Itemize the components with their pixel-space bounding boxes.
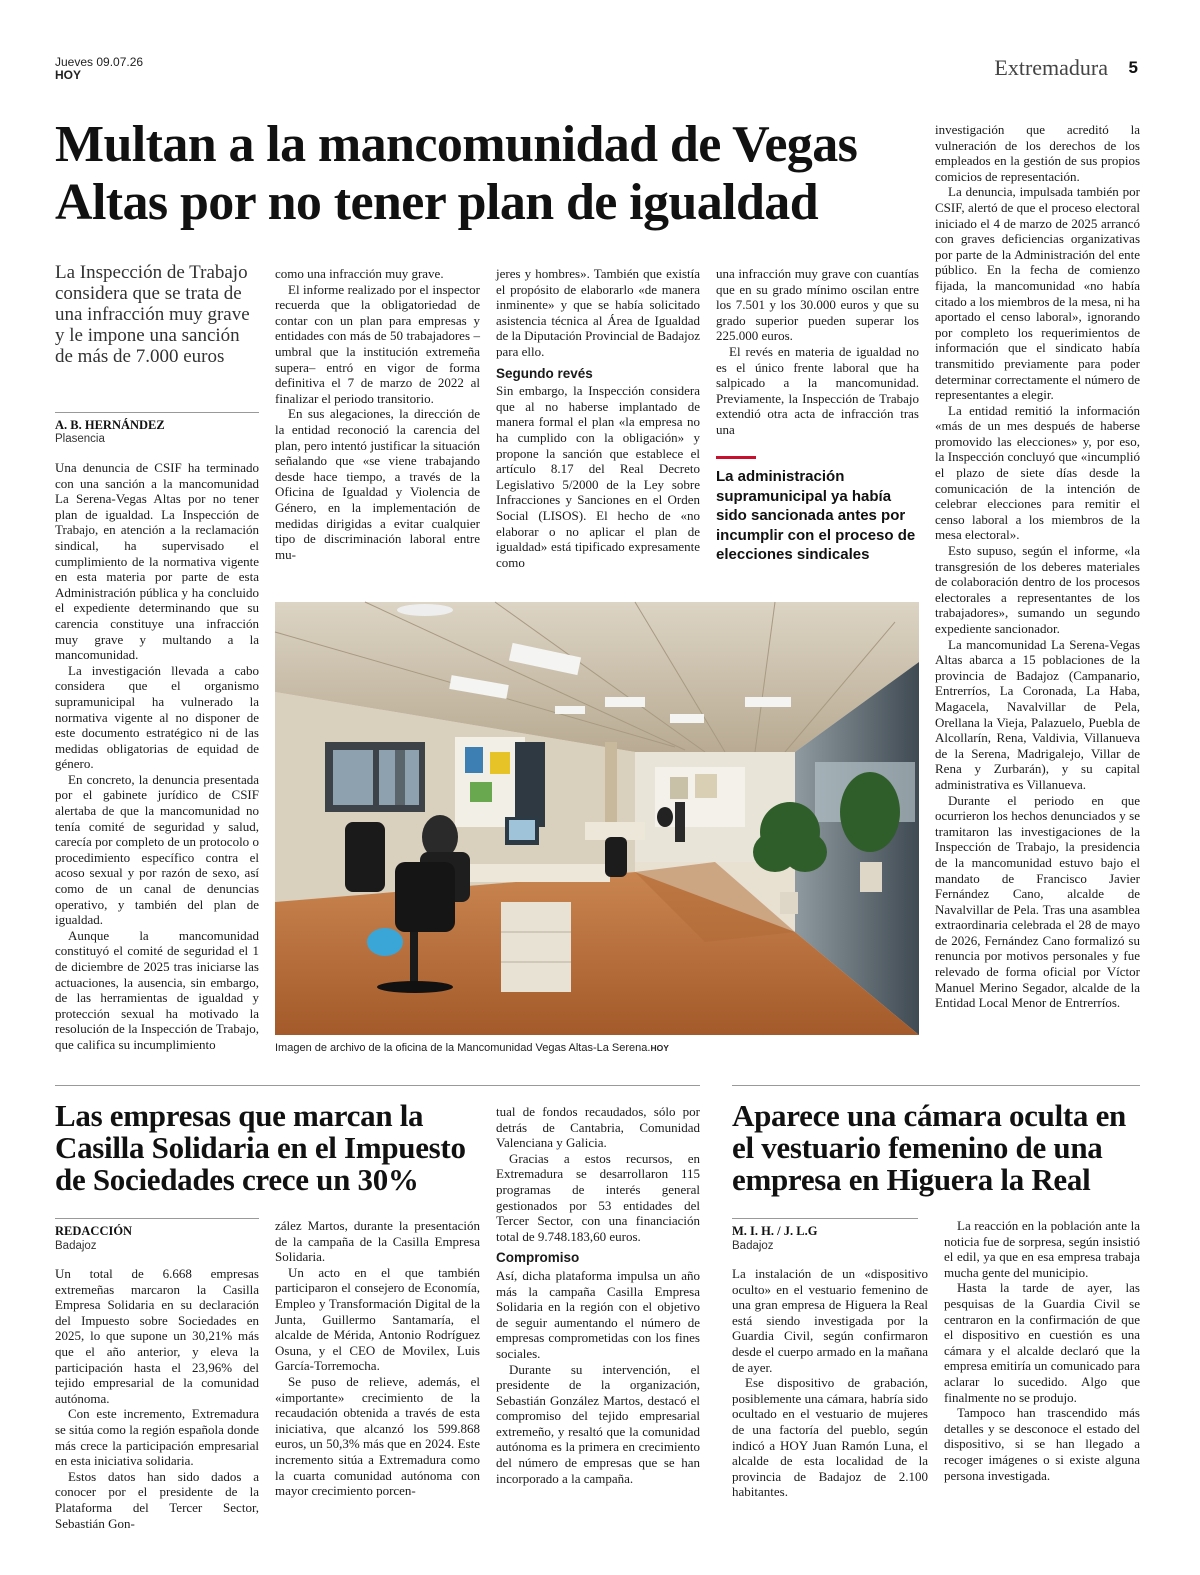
office-photo: [275, 602, 919, 1035]
paragraph: La entidad remitió la información «más de un mes después de haberse promovido las elecciones» y, por eso, la Inspección concluyó que «incumplió el plazo de siete días desde la comunicación de la intención de celebrar elecciones para remitir el censo laboral a los miembros de la mesa electoral».: [935, 402, 1140, 543]
byline-rule: [55, 1218, 259, 1219]
caption-text: Imagen de archivo de la oficina de la Mancomunidad Vegas Altas-La Serena.: [275, 1042, 651, 1054]
paragraph: Tampoco han trascendido más detalles y se desconoce el estado del dispositivo, si se han llegado a recoger imágenes o si existe alguna persona investigada.: [944, 1405, 1140, 1483]
date-text: Jueves 09.07.26: [55, 55, 144, 69]
story3-top-rule: [732, 1085, 1140, 1086]
paragraph: Esto supuso, según el informe, «la transgresión de los deberes materiales de colaboración dentro de los procesos electorales a representantes de los trabajadores», sumando un segundo expediente sancionador.: [935, 543, 1140, 636]
paragraph: La reacción en la población ante la noticia fue de sorpresa, según insistió el edil, ya que en esa empresa trabaja mucha gente del municipio.: [944, 1218, 1140, 1280]
paragraph: En concreto, la denuncia presentada por el gabinete jurídico de CSIF alertaba de que la mancomunidad no tenía comité de seguridad y salud, carecía por completo de un protocolo o procedimiento específico contra el acoso sexual y por razón de sexo, así como de un canal de denuncias operativo, y también del plan de igualdad.: [55, 771, 259, 928]
story2-place: Badajoz: [55, 1240, 97, 1252]
story3-headline: Aparece una cámara oculta en el vestuario femenino de una empresa en Higuera la Real: [732, 1098, 1126, 1197]
story3-byline: M. I. H. / J. L.G: [732, 1224, 818, 1238]
story3-column-1: [732, 1266, 928, 1516]
main-place: Plasencia: [55, 433, 105, 445]
paragraph: Estos datos han sido dados a conocer por el presidente de la Plataforma del Tercer Sector, Sebastián Gon-: [55, 1468, 259, 1531]
paper-name: HOY: [55, 68, 82, 82]
subhead: Compromiso: [496, 1250, 580, 1266]
paragraph: La mancomunidad La Serena-Vegas Altas abarca a 15 poblaciones de la provincia de Badajoz (Campanario, Entrerríos, La Coronada, La Haba, Magacela, Navalvillar de Pela, Orellana la Vieja, Palazuelo, Puebla de Alcollarín, Rena, Valdivia, Villanueva de la Serena, Madrigalejo, Villar de Rena y Zurbarán), y su capital administrativa es Villanueva.: [935, 636, 1140, 792]
story2-byline: REDACCIÓN: [55, 1224, 133, 1238]
byline-rule: [55, 412, 259, 413]
main-headline: Multan a la mancomunidad de Vegas Altas por no tener plan de igualdad: [55, 116, 858, 231]
main-column-1: [55, 460, 259, 1058]
caption-credit: HOY: [650, 1043, 669, 1053]
paragraph: jeres y hombres». También que existía el propósito de elaborarlo «de manera inminente» y que se había solicitado asistencia técnica al Área de Igualdad de la Diputación Provincial de Badajoz para ello.: [496, 266, 700, 359]
main-column-3: [496, 266, 700, 576]
story2-top-rule: [55, 1085, 700, 1086]
paragraph: Un total de 6.668 empresas extremeñas marcaron la Casilla Empresa Solidaria en su declaración del Impuesto sobre Sociedades en 2025, lo que supone un 30,21% más que el año anterior, y eleva la participación hasta el 23,96% del tejido empresarial de la comunidad autónoma.: [55, 1266, 259, 1406]
story2-column-1: [55, 1266, 259, 1531]
office-illustration: [275, 602, 919, 1035]
paragraph: Así, dicha plataforma impulsa un año más la campaña Casilla Empresa Solidaria en la región con el objetivo de seguir aumentando el número de empresas comprometidas con los fines sociales.: [496, 1267, 700, 1361]
pullquote-accent: [716, 456, 756, 459]
issue-date: [55, 56, 143, 82]
story2-headline: Las empresas que marcan la Casilla Solidaria en el Impuesto de Sociedades crece un 30%: [55, 1098, 466, 1197]
paragraph: Con este incremento, Extremadura se sitúa como la región española donde más crece la participación empresarial en esta iniciativa solidaria.: [55, 1406, 259, 1469]
paragraph: investigación que acreditó la vulneración de los derechos de los empleados en la gestión de sus propios comicios de representación.: [935, 122, 1140, 184]
paragraph: una infracción muy grave con cuantías que en su grado mínimo oscilan entre los 7.501 y los 30.000 euros y que su grado superior pueden superar los 225.000 euros.: [716, 266, 919, 344]
paragraph: Aunque la mancomunidad constituyó el comité de seguridad el 1 de diciembre de 2025 tras iniciarse las actuaciones, la ausencia, sin embargo, de las herramientas de igualdad y protección sexual ha motivado la resolución de la Inspección de Trabajo, que califica su incumplimiento: [55, 927, 259, 1052]
main-column-4: [716, 266, 919, 437]
byline-rule: [732, 1218, 918, 1219]
paragraph: zález Martos, durante la presentación de la campaña de la Casilla Empresa Solidaria.: [275, 1218, 480, 1265]
main-subheadline: La Inspección de Trabajo considera que se trata de una infracción muy grave y le impone una sanción de más de 7.000 euros: [55, 262, 250, 367]
section-title: Extremadura: [994, 55, 1108, 80]
paragraph: El revés en materia de igualdad no es el único frente laboral que ha salpicado a la mancomunidad. Previamente, la Inspección de Trabajo extendió otra acta de infracción tras una: [716, 343, 919, 437]
story2-column-2: [275, 1218, 480, 1516]
story3-column-2: [944, 1218, 1140, 1516]
paragraph: Ese dispositivo de grabación, posiblemente una cámara, habría sido ocultado en el vestuario de mujeres de una factoría del pueblo, según indicó a HOY Juan Ramón Luna, el alcalde de esta localidad de la provincia de Badajoz de 2.100 habitantes.: [732, 1375, 929, 1500]
page-number: 5: [1128, 58, 1138, 77]
paragraph: Hasta la tarde de ayer, las pesquisas de la Guardia Civil se centraron en la confirmación de que el dispositivo en cuestión es una cámara y el alcalde declaró que la empresa emitiría un comunicado para aclarar lo sucedido. Algo que finalmente no se produjo.: [944, 1280, 1140, 1405]
paragraph: tual de fondos recaudados, sólo por detrás de Cantabria, Comunidad Valenciana y Galicia.: [496, 1104, 700, 1151]
paragraph: La denuncia, impulsada también por CSIF, alertó de que el proceso electoral iniciado el 4 de marzo de 2025 arrancó con graves deficiencias organizativas por parte de la Administración del ente público. En la fecha de comienzo fijada, la mancomunidad «no había citado a los miembros de la mesa, ni ha aportado el censo laboral», ignorando por completo los requerimientos de información que el sindicato había transmitido previamente para poder determinar correctamente el número de representantes a elegir.: [935, 184, 1140, 403]
paragraph: La instalación de un «dispositivo oculto» en el vestuario femenino de una gran empresa de Higuera la Real está siendo investigada por la Guardia Civil, según confirmaron desde el cuerpo armado en la mañana de ayer.: [732, 1266, 928, 1375]
paragraph: Una denuncia de CSIF ha terminado con una sanción a la mancomunidad La Serena-Vegas Altas por no tener plan de igualdad. La Inspección de Trabajo, en atención a la reclamación sindical, ha supervisado el cumplimiento de la normativa vigente en esta materia por parte de esta Administración pública y ha concluido el expediente determinando que su carencia constituye una infracción muy grave y multando a la mancomunidad.: [55, 460, 259, 663]
paragraph: En sus alegaciones, la dirección de la entidad reconoció la carencia del plan, pero intentó justificar la situación señalando que «se viene trabajando desde hace tiempo, a través de la Oficina de Igualdad y Violencia de Género, en la implementación de medidas dirigidas a evitar cualquier tipo de discriminación laboral entre mu-: [275, 406, 480, 562]
story3-place: Badajoz: [732, 1240, 774, 1252]
paragraph: Un acto en el que también participaron el consejero de Economía, Empleo y Transformación Digital de la Junta, Guillermo Santamaría, el alcalde de Mérida, Antonio Rodríguez Osuna, y el CEO de Movilex, Luis García-Torremocha.: [275, 1264, 480, 1374]
paragraph: Gracias a estos recursos, en Extremadura se desarrollaron 115 programas de interés general gestionados por 53 entidades del Tercer Sector, con una financiación total de 9.748.183,60 euros.: [496, 1150, 700, 1244]
paragraph: Durante su intervención, el presidente de la organización, Sebastián González Martos, destacó el compromiso del tejido empresarial extremeño, y resaltó que la comunidad autónoma es la primera en crecimiento del número de empresas que se han incorporado a la campaña.: [496, 1361, 700, 1486]
pullquote: La administración supramunicipal ya había sido sancionada antes por incumplir con el proceso de elecciones sindicales: [716, 468, 916, 563]
paragraph: como una infracción muy grave.: [275, 266, 444, 281]
photo-caption: [275, 1042, 925, 1054]
main-byline: A. B. HERNÁNDEZ: [55, 418, 165, 432]
story2-column-3: [496, 1104, 700, 1516]
paragraph: Se puso de relieve, además, el «importante» crecimiento de la recaudación obtenida a través de esta iniciativa, que alcanzó los 599.868 euros, un 50,3% más que en 2024. Este incremento sitúa a Extremadura como la cuarta comunidad autónoma con mayor crecimiento porcen-: [275, 1373, 480, 1499]
main-column-5: [935, 122, 1140, 1058]
paragraph: La investigación llevada a cabo considera que el organismo supramunicipal ha vulnerado la normativa vigente al no disponer de este documento estratégico ni de las medidas obligatorias de equidad de género.: [55, 662, 259, 772]
paragraph: El informe realizado por el inspector recuerda que la obligatoriedad de contar con un plan para empresas y entidades con más de 50 trabajadores –umbral que la institución extremeña supera– entró en vigor de forma definitiva el 7 de marzo de 2022 al finalizar el periodo transitorio.: [275, 281, 480, 406]
main-column-2: [275, 266, 480, 576]
subhead: Segundo revés: [496, 365, 593, 381]
paragraph: Durante el periodo en que ocurrieron los hechos denunciados y se tramitaron las investigaciones de la Inspección de Trabajo, la presidencia de la mancomunidad estuvo bajo el mandato de Francisco Javier Fernández Cano, alcalde de Navalvillar de Pela. Tras una asamblea extraordinaria celebrada el 28 de mayo de 2026, Fernández Cano formalizó su renuncia por motivos personales y fue relevado de forma oficial por Víctor Manuel Merino Segador, alcalde de la Entidad Local Menor de Entrerríos.: [935, 792, 1140, 1011]
paragraph: Sin embargo, la Inspección considera que al no haberse implantado de manera formal el plan «la empresa no ha cumplido con la obligación» y propone la sanción que establece el artículo 8.17 del Real Decreto Legislativo 5/2000 de la Ley sobre Infracciones y Sanciones en el Orden Social (LISOS). El hecho de «no elaborar o no aplicar el plan de igualdad» está tipificado expresamente como: [496, 383, 700, 570]
